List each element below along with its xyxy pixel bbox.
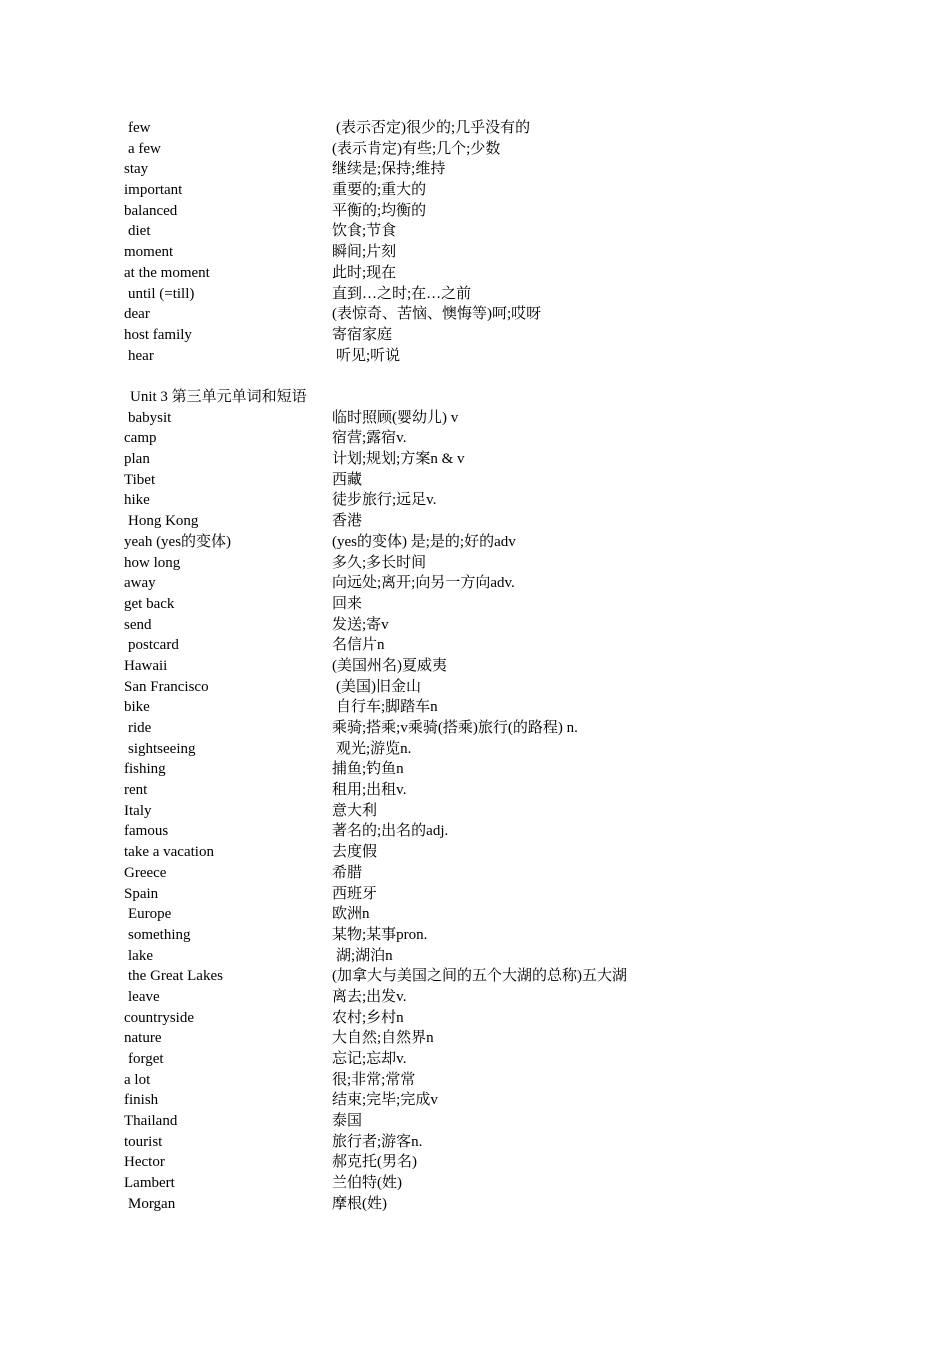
vocab-row bbox=[124, 325, 824, 346]
vocab-word: Thailand bbox=[124, 1113, 178, 1130]
vocab-row bbox=[124, 1028, 824, 1049]
vocab-meaning: 直到…之时;在…之前 bbox=[332, 285, 472, 302]
vocab-row bbox=[124, 635, 824, 656]
vocab-row bbox=[124, 780, 824, 801]
vocab-word: Greece bbox=[124, 864, 167, 881]
vocab-word: send bbox=[124, 616, 152, 633]
vocab-word: ride bbox=[128, 720, 152, 736]
vocab-meaning: 瞬间;片刻 bbox=[332, 244, 397, 261]
vocab-row bbox=[124, 180, 824, 201]
vocab-meaning: 意大利 bbox=[332, 802, 378, 819]
vocab-word: Hawaii bbox=[124, 657, 168, 674]
vocab-word: stay bbox=[124, 161, 149, 178]
vocab-word: Spain bbox=[124, 885, 159, 902]
vocab-word: dear bbox=[124, 306, 150, 323]
vocab-meaning: 平衡的;均衡的 bbox=[332, 202, 427, 219]
unit-heading: Unit 3 第三单元单词和短语 bbox=[130, 389, 307, 405]
vocab-meaning: (加拿大与美国之间的五个大湖的总称)五大湖 bbox=[332, 968, 627, 985]
vocab-row bbox=[124, 221, 824, 242]
vocab-meaning: 旅行者;游客n. bbox=[332, 1133, 423, 1150]
vocab-word: camp bbox=[124, 430, 157, 447]
vocab-word: host family bbox=[124, 326, 192, 343]
vocab-meaning: 临时照顾(婴幼儿) v bbox=[332, 409, 459, 426]
vocab-meaning: 多久;多长时间 bbox=[332, 554, 427, 571]
vocab-word: take a vacation bbox=[124, 844, 214, 861]
vocab-row bbox=[124, 594, 824, 615]
vocab-meaning: 某物;某事pron. bbox=[332, 926, 428, 943]
vocab-word: hear bbox=[128, 347, 154, 364]
vocab-meaning: 重要的;重大的 bbox=[332, 182, 427, 199]
vocab-word: get back bbox=[124, 595, 175, 612]
vocab-row bbox=[124, 118, 824, 139]
vocab-row bbox=[124, 490, 824, 511]
vocab-word: Europe bbox=[128, 906, 172, 923]
vocab-row bbox=[124, 759, 824, 780]
vocab-row bbox=[124, 159, 824, 180]
vocab-word: Tibet bbox=[124, 471, 156, 488]
vocab-meaning: (美国)旧金山 bbox=[336, 678, 421, 695]
vocab-row bbox=[124, 449, 824, 470]
vocab-word: important bbox=[124, 182, 183, 199]
vocab-word: until (=till) bbox=[128, 285, 195, 302]
vocab-row bbox=[124, 842, 824, 863]
vocab-meaning: 发送;寄v bbox=[332, 616, 389, 633]
vocab-word: lake bbox=[128, 947, 153, 964]
vocab-row bbox=[124, 966, 824, 987]
vocab-row bbox=[124, 1090, 824, 1111]
vocab-meaning: 著名的;出名的adj. bbox=[332, 823, 449, 840]
vocab-word: balanced bbox=[124, 202, 178, 219]
vocab-meaning: 寄宿家庭 bbox=[332, 326, 393, 343]
vocab-word: countryside bbox=[124, 1009, 194, 1026]
vocab-meaning: 兰伯特(姓) bbox=[332, 1175, 402, 1192]
vocab-meaning: 西藏 bbox=[332, 471, 363, 488]
vocab-meaning: 饮食;节食 bbox=[332, 223, 397, 240]
vocab-word: San Francisco bbox=[124, 678, 209, 695]
vocab-meaning: 名信片n bbox=[332, 637, 385, 654]
vocab-row bbox=[124, 1194, 824, 1215]
vocab-row bbox=[124, 615, 824, 636]
vocab-meaning: 徒步旅行;远足v. bbox=[332, 492, 437, 509]
vocab-meaning: 郝克托(男名) bbox=[332, 1154, 417, 1171]
vocab-word: finish bbox=[124, 1092, 159, 1109]
vocab-meaning: 去度假 bbox=[332, 844, 378, 861]
vocab-meaning: 湖;湖泊n bbox=[336, 947, 393, 964]
vocab-row bbox=[124, 1111, 824, 1132]
vocab-row bbox=[124, 925, 824, 946]
vocab-word: forget bbox=[128, 1051, 164, 1067]
vocab-meaning: 继续是;保持;维持 bbox=[332, 161, 446, 178]
vocab-meaning: (表示肯定)有些;几个;少数 bbox=[332, 140, 501, 157]
vocab-row bbox=[124, 428, 824, 449]
vocab-list-section-1 bbox=[124, 118, 824, 366]
vocab-word: leave bbox=[128, 988, 160, 1005]
vocab-word: diet bbox=[128, 223, 151, 240]
vocab-meaning: 此时;现在 bbox=[332, 264, 397, 281]
vocab-meaning: 租用;出租v. bbox=[332, 782, 407, 799]
vocab-meaning: 忘记;忘却v. bbox=[332, 1051, 407, 1067]
vocab-meaning: 香港 bbox=[332, 513, 363, 530]
vocab-row bbox=[124, 946, 824, 967]
vocab-meaning: 宿营;露宿v. bbox=[332, 430, 407, 447]
vocab-word: tourist bbox=[124, 1133, 163, 1150]
vocab-meaning: (表惊奇、苦恼、懊悔等)呵;哎呀 bbox=[332, 306, 542, 323]
vocab-meaning: (表示否定)很少的;几乎没有的 bbox=[336, 120, 531, 136]
vocab-meaning: 大自然;自然界n bbox=[332, 1030, 434, 1047]
vocab-word: Italy bbox=[124, 802, 152, 819]
vocab-word: bike bbox=[124, 699, 150, 716]
vocab-word: babysit bbox=[128, 409, 172, 426]
vocab-meaning: 观光;游览n. bbox=[336, 740, 412, 757]
vocab-row bbox=[124, 987, 824, 1008]
vocab-row bbox=[124, 1173, 824, 1194]
vocab-row bbox=[124, 656, 824, 677]
vocab-row bbox=[124, 284, 824, 305]
vocab-word: moment bbox=[124, 244, 174, 261]
vocab-row bbox=[124, 201, 824, 222]
vocab-meaning: 听见;听说 bbox=[336, 347, 401, 364]
vocab-row bbox=[124, 573, 824, 594]
vocab-row bbox=[124, 884, 824, 905]
vocab-list-section-2 bbox=[124, 387, 824, 1215]
vocab-word: hike bbox=[124, 492, 150, 509]
vocab-row bbox=[124, 1049, 824, 1070]
vocab-meaning: 欧洲n bbox=[332, 906, 370, 923]
vocab-word: the Great Lakes bbox=[128, 968, 223, 985]
vocab-word: rent bbox=[124, 782, 148, 799]
vocab-row bbox=[124, 346, 824, 367]
vocab-row bbox=[124, 304, 824, 325]
vocab-meaning: 很;非常;常常 bbox=[332, 1071, 416, 1088]
vocab-word: how long bbox=[124, 554, 181, 571]
vocab-word: nature bbox=[124, 1030, 162, 1047]
vocab-row bbox=[124, 1008, 824, 1029]
vocab-meaning: 离去;出发v. bbox=[332, 988, 407, 1005]
vocab-word: something bbox=[128, 926, 191, 943]
vocab-row bbox=[124, 677, 824, 698]
vocab-row bbox=[124, 553, 824, 574]
vocab-meaning: 自行车;脚踏车n bbox=[336, 699, 438, 716]
vocab-word: Hector bbox=[124, 1154, 165, 1171]
vocab-word: famous bbox=[124, 823, 169, 840]
vocab-word: sightseeing bbox=[128, 740, 196, 757]
vocab-row bbox=[124, 821, 824, 842]
vocab-row bbox=[124, 1132, 824, 1153]
vocab-meaning: (美国州名)夏威夷 bbox=[332, 657, 447, 674]
unit-heading-row bbox=[124, 387, 824, 408]
vocab-row bbox=[124, 470, 824, 491]
vocab-meaning: 乘骑;搭乘;v乘骑(搭乘)旅行(的路程) n. bbox=[332, 720, 578, 736]
vocab-word: at the moment bbox=[124, 264, 210, 281]
vocab-meaning: 捕鱼;钓鱼n bbox=[332, 761, 404, 778]
vocab-meaning: 希腊 bbox=[332, 864, 363, 881]
vocab-word: Morgan bbox=[128, 1195, 176, 1212]
vocab-meaning: 向远处;离开;向另一方向adv. bbox=[332, 575, 515, 592]
vocab-row bbox=[124, 801, 824, 822]
vocab-row bbox=[124, 718, 824, 739]
vocab-row bbox=[124, 263, 824, 284]
vocab-row bbox=[124, 242, 824, 263]
vocab-word: plan bbox=[124, 451, 150, 468]
vocab-meaning: 西班牙 bbox=[332, 885, 378, 902]
vocab-row bbox=[124, 739, 824, 760]
vocab-row bbox=[124, 697, 824, 718]
vocab-row bbox=[124, 863, 824, 884]
vocab-meaning: 回来 bbox=[332, 595, 363, 612]
vocab-word: away bbox=[124, 575, 156, 592]
vocab-word: Lambert bbox=[124, 1175, 175, 1192]
vocab-meaning: (yes的变体) 是;是的;好的adv bbox=[332, 533, 516, 550]
vocab-meaning: 农村;乡村n bbox=[332, 1009, 404, 1026]
vocab-meaning: 摩根(姓) bbox=[332, 1195, 387, 1212]
vocab-meaning: 计划;规划;方案n & v bbox=[332, 451, 465, 468]
vocab-row bbox=[124, 1070, 824, 1091]
vocab-row bbox=[124, 532, 824, 553]
vocab-meaning: 结束;完毕;完成v bbox=[332, 1092, 438, 1109]
vocab-word: yeah (yes的变体) bbox=[124, 533, 232, 550]
vocab-row bbox=[124, 408, 824, 429]
vocab-word: a few bbox=[128, 140, 161, 157]
vocab-word: a lot bbox=[124, 1071, 151, 1088]
vocab-meaning: 泰国 bbox=[332, 1113, 363, 1130]
vocab-word: postcard bbox=[128, 637, 179, 654]
vocab-word: fishing bbox=[124, 761, 166, 778]
vocab-row bbox=[124, 904, 824, 925]
vocab-word: few bbox=[128, 120, 151, 136]
vocab-row bbox=[124, 1152, 824, 1173]
vocab-word: Hong Kong bbox=[128, 513, 199, 530]
vocab-row bbox=[124, 511, 824, 532]
vocab-row bbox=[124, 139, 824, 160]
